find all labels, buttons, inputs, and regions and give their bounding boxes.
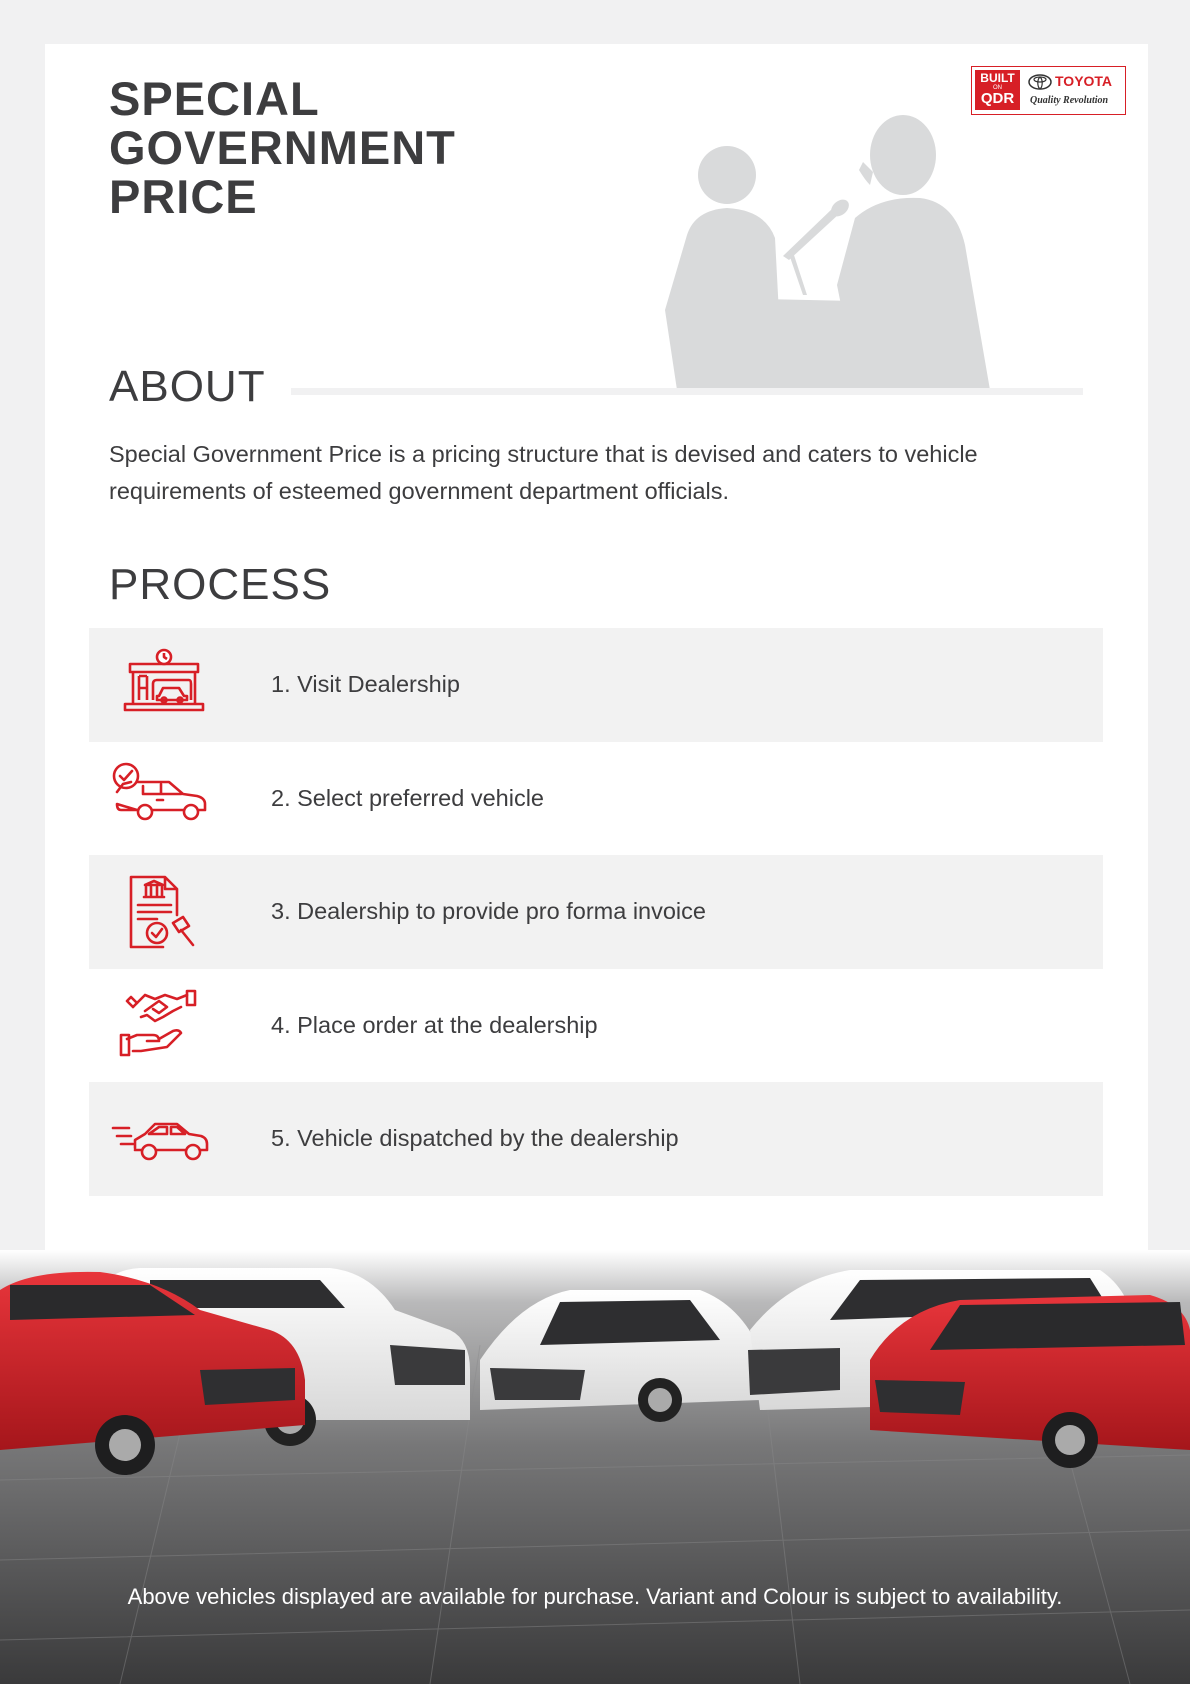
process-heading: PROCESS xyxy=(109,560,332,609)
qdr-line-2: ON xyxy=(993,85,1002,91)
about-text: Special Government Price is a pricing structure that is devised and caters to vehicle requirements of esteemed government department officials. xyxy=(109,441,978,504)
process-step-4 xyxy=(89,969,1103,1083)
handshake-icon xyxy=(111,987,211,1065)
about-divider xyxy=(291,388,1083,395)
invoice-icon xyxy=(111,873,211,951)
built-on-qdr-toyota-logo xyxy=(971,66,1126,115)
officials-at-podium-silhouette xyxy=(655,110,1015,390)
car-check-icon xyxy=(111,760,211,838)
process-step-label: 1. Visit Dealership xyxy=(271,671,460,697)
car-dispatch-icon xyxy=(111,1100,211,1178)
availability-disclaimer: Above vehicles displayed are available for purchase. Variant and Colour is subject to availability. xyxy=(127,1584,1063,1609)
process-step-label: 3. Dealership to provide pro forma invoice xyxy=(271,898,706,924)
process-steps xyxy=(89,628,1103,1196)
qdr-line-1: BUILT xyxy=(980,71,1015,85)
page-title xyxy=(109,74,456,221)
title-line-3: PRICE xyxy=(109,170,258,223)
process-step-3 xyxy=(89,855,1103,969)
process-step-1 xyxy=(89,628,1103,742)
about-heading: ABOUT xyxy=(109,362,266,411)
process-step-5 xyxy=(89,1082,1103,1196)
dealership-icon xyxy=(111,646,211,724)
process-step-2 xyxy=(89,742,1103,856)
process-step-label: 4. Place order at the dealership xyxy=(271,1011,598,1038)
qdr-badge xyxy=(975,70,1020,110)
brand-name: TOYOTA xyxy=(1055,73,1113,89)
process-step-label: 5. Vehicle dispatched by the dealership xyxy=(271,1125,679,1151)
process-step-label: 2. Select preferred vehicle xyxy=(271,784,545,811)
title-line-1: SPECIAL xyxy=(109,72,320,125)
qdr-line-3: QDR xyxy=(980,90,1015,107)
vehicle-lineup-image xyxy=(0,1250,1190,1684)
title-line-2: GOVERNMENT xyxy=(109,121,456,174)
toyota-emblem-icon xyxy=(1028,74,1052,90)
brand-tagline: Quality Revolution xyxy=(1030,95,1109,106)
